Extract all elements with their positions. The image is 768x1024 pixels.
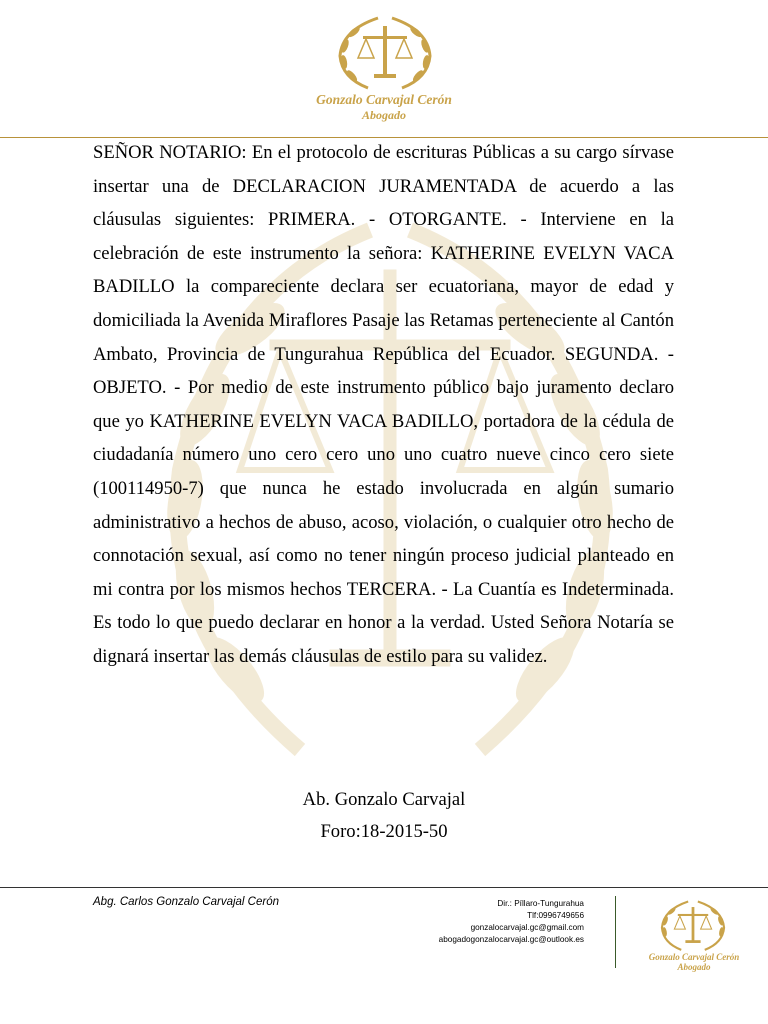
footer-brand-name: Gonzalo Carvajal Cerón <box>648 952 740 962</box>
header-brand-name: Gonzalo Carvajal Cerón <box>316 92 452 107</box>
footer-email-outlook: abogadogonzalocarvajal.gc@outlook.es <box>438 935 584 944</box>
footer-lawyer-name: Abg. Carlos Gonzalo Carvajal Cerón <box>93 896 280 908</box>
declaration-body-text: SEÑOR NOTARIO: En el protocolo de escrituras Públicas a su cargo sírvase insertar una de DECLARACION JURAMENTADA de acuerdo a las cláusulas siguientes: PRIMERA. - OTORGANTE. - Interviene en la celebración de este instrumento la señora: KATHERINE EVELYN VACA BADILLO la compareciente declara ser ecuatoriana, mayor de edad y domiciliada la Avenida Miraflores Pasaje las Retamas perteneciente al Cantón Ambato, Provincia de Tungurahua República del Ecuador. SEGUNDA. - OBJETO. - Por medio de este instrumento público bajo juramento declaro que yo KATHERINE EVELYN VACA BADILLO, portadora de la cédula de ciudadanía número uno cero cero uno uno cuatro nueve cinco cero siete (100114950-7) que nunca he estado involucrada en algún sumario administrativo a hechos de abuso, acoso, violación, o cualquier otro hecho de connotación sexual, así como no tener ningún proceso judicial planteado en mi contra por los mismos hechos TERCERA. - La Cuantía es Indeterminada. Es todo lo que puedo declarar en honor a la verdad. Usted Señora Notaría se dignará insertar las demás cláusulas de estilo para su validez. <box>93 142 674 667</box>
footer-contact-block <box>439 898 584 946</box>
footer-divider <box>0 887 768 888</box>
scales-of-justice-laurel-icon <box>330 12 440 92</box>
signature-name: Ab. Gonzalo Carvajal <box>302 789 466 810</box>
scales-of-justice-laurel-icon <box>655 897 731 953</box>
footer-email-gmail: gonzalocarvajal.gc@gmail.com <box>470 923 584 932</box>
footer-phone: Tlf:0996749656 <box>527 911 584 920</box>
footer-vertical-divider <box>615 896 616 968</box>
footer-brand-subtitle: Abogado <box>677 962 711 972</box>
footer-address: Dir.: Píllaro-Tungurahua <box>497 899 584 908</box>
header-brand-subtitle: Abogado <box>361 108 406 122</box>
signature-registration: Foro:18-2015-50 <box>320 821 448 842</box>
